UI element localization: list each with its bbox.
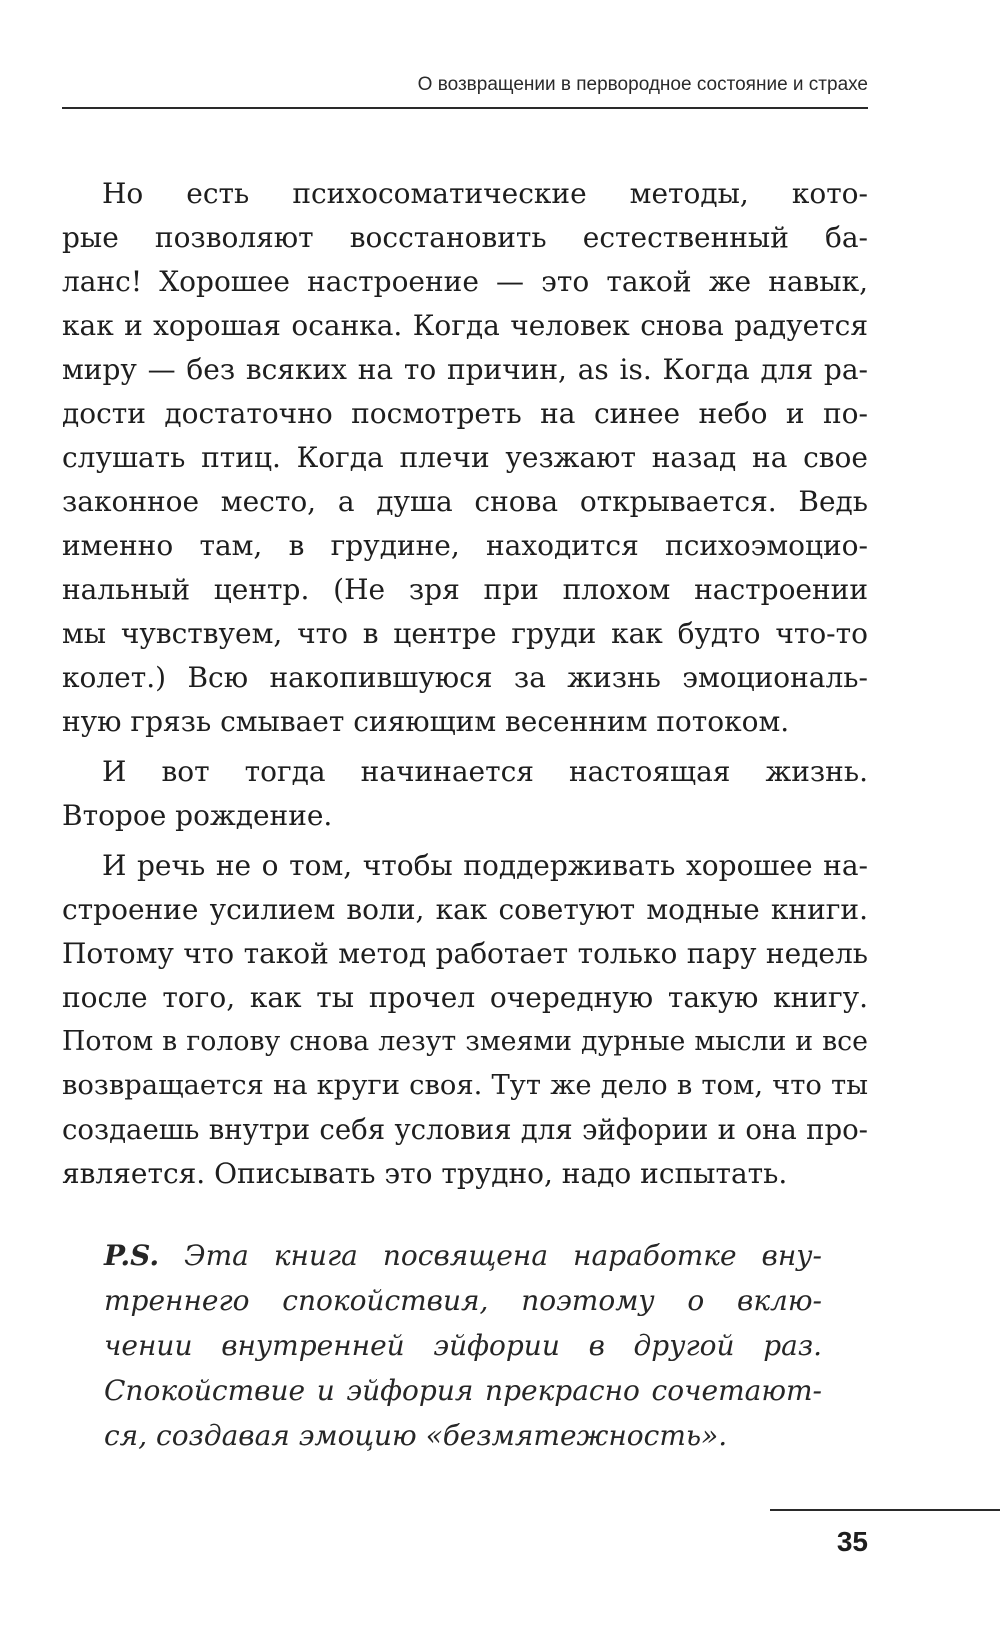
footer-rule — [770, 1509, 1000, 1511]
text-line: после того, как ты прочел очередную такую книгу. — [62, 981, 868, 1014]
header-rule — [62, 107, 868, 109]
postscript-text: Эта книга посвящена наработке вну- — [184, 1239, 822, 1272]
main-text — [62, 172, 868, 1196]
text-line: как и хорошая осанка. Когда человек снова радуется — [62, 309, 868, 342]
text-line: законное место, а душа снова открывается. Ведь — [62, 485, 868, 518]
text-line: возвращается на круги своя. Тут же дело в том, что ты — [62, 1070, 868, 1101]
text-line: Потому что такой метод работает только пару недель — [62, 937, 868, 970]
text-line: ную грязь смывает сияющим весенним потоком. — [62, 705, 790, 738]
text-line: колет.) Всю накопившуюся за жизнь эмоциональ- — [62, 661, 868, 694]
text-line: создаешь внутри себя условия для эйфории и она про- — [62, 1113, 868, 1146]
text-line: И вот тогда начинается настоящая жизнь. — [102, 755, 868, 788]
text-line: Потом в голову снова лезут змеями дурные мысли и все — [62, 1026, 868, 1057]
text-line: Но есть психосоматические методы, кото- — [102, 177, 868, 210]
text-line: И речь не о том, чтобы поддерживать хорошее на- — [102, 849, 868, 882]
text-line: Спокойствие и эйфория прекрасно сочетают- — [104, 1374, 822, 1407]
running-header-title: О возвращении в первородное состояние и страхе — [417, 74, 868, 95]
text-line: дости достаточно посмотреть на синее небо и по- — [62, 397, 868, 430]
text-line: строение усилием воли, как советуют модные книги. — [62, 893, 868, 926]
page-number: 35 — [836, 1526, 868, 1557]
paragraph — [62, 750, 868, 838]
text-line: Второе рождение. — [62, 799, 333, 832]
text-line — [104, 1233, 822, 1278]
postscript-label: P.S. — [104, 1239, 160, 1272]
text-line: мы чувствуем, что в центре груди как будто что-то — [62, 617, 868, 650]
text-line: миру — без всяких на то причин, as is. Когда для ра- — [62, 353, 868, 386]
text-line: слушать птиц. Когда плечи уезжают назад на свое — [62, 441, 868, 474]
text-line: треннего спокойствия, поэтому о вклю- — [104, 1284, 822, 1317]
text-line: ланс! Хорошее настроение — это такой же навык, — [62, 265, 868, 298]
text-line: рые позволяют восстановить естественный ба- — [62, 221, 868, 254]
text-line: нальный центр. (Не зря при плохом настроении — [62, 573, 868, 606]
text-line: чении внутренней эйфории в другой раз. — [104, 1329, 822, 1362]
text-line: именно там, в грудине, находится психоэмоцио- — [62, 529, 868, 562]
paragraph — [62, 172, 868, 744]
postscript-block — [104, 1233, 822, 1458]
text-line: является. Описывать это трудно, надо испытать. — [62, 1157, 788, 1190]
paragraph — [62, 844, 868, 1196]
text-line: ся, создавая эмоцию «безмятежность». — [104, 1419, 728, 1452]
